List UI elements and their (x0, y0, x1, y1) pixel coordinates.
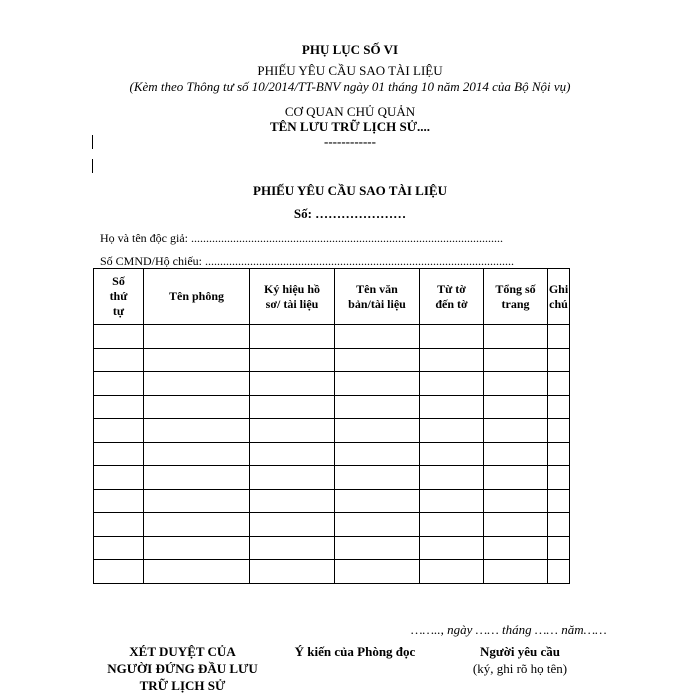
table-cell[interactable] (484, 466, 548, 490)
table-cell[interactable] (250, 466, 335, 490)
agency-name: CƠ QUAN CHỦ QUẢN (284, 104, 416, 119)
table-cell[interactable] (420, 536, 484, 560)
table-cell[interactable] (548, 466, 570, 490)
table-cell[interactable] (94, 395, 144, 419)
table-cell[interactable] (94, 348, 144, 372)
table-row (94, 536, 570, 560)
table-cell[interactable] (144, 489, 250, 513)
table-cell[interactable] (144, 325, 250, 349)
column-header-line: Ký hiệu hồ (263, 281, 320, 296)
table-cell[interactable] (484, 395, 548, 419)
form-number: Số: ………………… (293, 206, 407, 221)
table-row (94, 489, 570, 513)
table-cell[interactable] (420, 560, 484, 584)
legal-reference: (Kèm theo Thông tư số 10/2014/TT-BNV ngày 01 tháng 10 năm 2014 của Bộ Nội vụ) (129, 79, 571, 94)
table-cell[interactable] (94, 513, 144, 537)
table-cell[interactable] (484, 325, 548, 349)
column-header-line: Tên văn (356, 281, 398, 296)
table-cell[interactable] (250, 489, 335, 513)
table-cell[interactable] (484, 536, 548, 560)
table-cell[interactable] (548, 536, 570, 560)
table-cell[interactable] (484, 489, 548, 513)
table-row (94, 560, 570, 584)
reader-name-field[interactable]: Họ và tên độc giả: ........................................................................................................ (100, 231, 503, 245)
table-cell[interactable] (548, 348, 570, 372)
column-header (144, 269, 250, 325)
table-row (94, 325, 570, 349)
column-header (94, 269, 144, 325)
requester-signature-block (440, 643, 600, 677)
table-cell[interactable] (144, 513, 250, 537)
table-cell[interactable] (335, 489, 420, 513)
table-cell[interactable] (94, 419, 144, 443)
column-header-line: trang (501, 296, 530, 311)
table-row (94, 372, 570, 396)
table-cell[interactable] (420, 513, 484, 537)
table-cell[interactable] (250, 372, 335, 396)
table-cell[interactable] (250, 560, 335, 584)
table-cell[interactable] (250, 513, 335, 537)
table-cell[interactable] (548, 513, 570, 537)
archive-name: TÊN LƯU TRỮ LỊCH SỬ.... (269, 119, 431, 134)
table-row (94, 466, 570, 490)
document-request-table (93, 268, 570, 584)
column-header-line: Số (112, 274, 125, 288)
table-row (94, 419, 570, 443)
table-cell[interactable] (335, 513, 420, 537)
table-cell[interactable] (144, 395, 250, 419)
table-header-row (94, 269, 570, 325)
table-cell[interactable] (420, 372, 484, 396)
table-cell[interactable] (548, 560, 570, 584)
table-cell[interactable] (484, 419, 548, 443)
column-header (250, 269, 335, 325)
table-cell[interactable] (420, 489, 484, 513)
margin-mark (92, 159, 93, 173)
table-cell[interactable] (94, 466, 144, 490)
column-header (548, 269, 570, 325)
table-cell[interactable] (420, 325, 484, 349)
table-cell[interactable] (335, 372, 420, 396)
table-cell[interactable] (335, 536, 420, 560)
table-cell[interactable] (94, 489, 144, 513)
column-header-line: Tổng số (495, 281, 536, 296)
table-cell[interactable] (144, 560, 250, 584)
date-line: …….., ngày …… tháng …… năm…… (411, 622, 607, 637)
table-row (94, 513, 570, 537)
table-cell[interactable] (548, 372, 570, 396)
table-cell[interactable] (335, 466, 420, 490)
table-cell[interactable] (335, 395, 420, 419)
table-cell[interactable] (548, 442, 570, 466)
appendix-title: PHỤ LỤC SỐ VI (301, 42, 399, 57)
table-cell[interactable] (94, 442, 144, 466)
table-cell[interactable] (250, 348, 335, 372)
table-cell[interactable] (484, 348, 548, 372)
requester-title: Người yêu cầu (480, 644, 560, 659)
table-cell[interactable] (420, 419, 484, 443)
header-separator: ------------ (324, 134, 376, 149)
column-header (420, 269, 484, 325)
table-cell[interactable] (420, 466, 484, 490)
column-header-line: thứ (109, 289, 128, 303)
table-row (94, 442, 570, 466)
table-cell[interactable] (335, 442, 420, 466)
table-cell[interactable] (335, 348, 420, 372)
table-body (94, 325, 570, 584)
table-cell[interactable] (484, 442, 548, 466)
reading-room-opinion: Ý kiến của Phòng đọc (294, 644, 416, 659)
form-title: PHIẾU YÊU CẦU SAO TÀI LIỆU (253, 183, 447, 198)
column-header-line: chú (549, 296, 568, 311)
margin-mark (92, 135, 93, 149)
table-cell[interactable] (144, 419, 250, 443)
approval-title-line: TRỮ LỊCH SỬ (139, 678, 226, 693)
table-cell[interactable] (420, 442, 484, 466)
table-cell[interactable] (548, 489, 570, 513)
table-cell[interactable] (94, 560, 144, 584)
table-cell[interactable] (94, 325, 144, 349)
table-cell[interactable] (484, 372, 548, 396)
table-cell[interactable] (548, 325, 570, 349)
table-cell[interactable] (250, 442, 335, 466)
table-row (94, 395, 570, 419)
column-header-line: tự (112, 304, 125, 318)
table-cell[interactable] (94, 372, 144, 396)
table-cell[interactable] (144, 372, 250, 396)
column-header-line: đến tờ (435, 296, 468, 311)
column-header-line: Tên phông (168, 289, 225, 303)
column-header-line: Từ tờ (437, 281, 466, 296)
approval-signature-block (90, 643, 275, 694)
table-cell[interactable] (420, 395, 484, 419)
form-name-heading: PHIẾU YÊU CẦU SAO TÀI LIỆU (257, 63, 443, 78)
table-cell[interactable] (335, 419, 420, 443)
table-row (94, 348, 570, 372)
table-cell[interactable] (484, 560, 548, 584)
table-cell[interactable] (484, 513, 548, 537)
approval-title-line: NGƯỜI ĐỨNG ĐẦU LƯU (107, 661, 258, 676)
table-cell[interactable] (335, 325, 420, 349)
table-cell[interactable] (335, 560, 420, 584)
column-header-line: bản/tài liệu (348, 296, 406, 311)
table-cell[interactable] (144, 536, 250, 560)
table-cell[interactable] (548, 395, 570, 419)
table-cell[interactable] (144, 466, 250, 490)
table-cell[interactable] (250, 536, 335, 560)
table-cell[interactable] (548, 419, 570, 443)
approval-title-line: XÉT DUYỆT CỦA (129, 644, 236, 659)
table-cell[interactable] (144, 442, 250, 466)
id-number-field[interactable]: Số CMND/Hộ chiếu: ....................................................................................................... (100, 254, 514, 268)
column-header (335, 269, 420, 325)
requester-note: (ký, ghi rõ họ tên) (472, 661, 568, 676)
table-cell[interactable] (250, 395, 335, 419)
table-cell[interactable] (144, 348, 250, 372)
table-cell[interactable] (420, 348, 484, 372)
column-header (484, 269, 548, 325)
table-cell[interactable] (250, 325, 335, 349)
table-cell[interactable] (94, 536, 144, 560)
column-header-line: sơ/ tài liệu (265, 296, 319, 311)
table-cell[interactable] (250, 419, 335, 443)
column-header-line: Ghi (548, 281, 569, 296)
